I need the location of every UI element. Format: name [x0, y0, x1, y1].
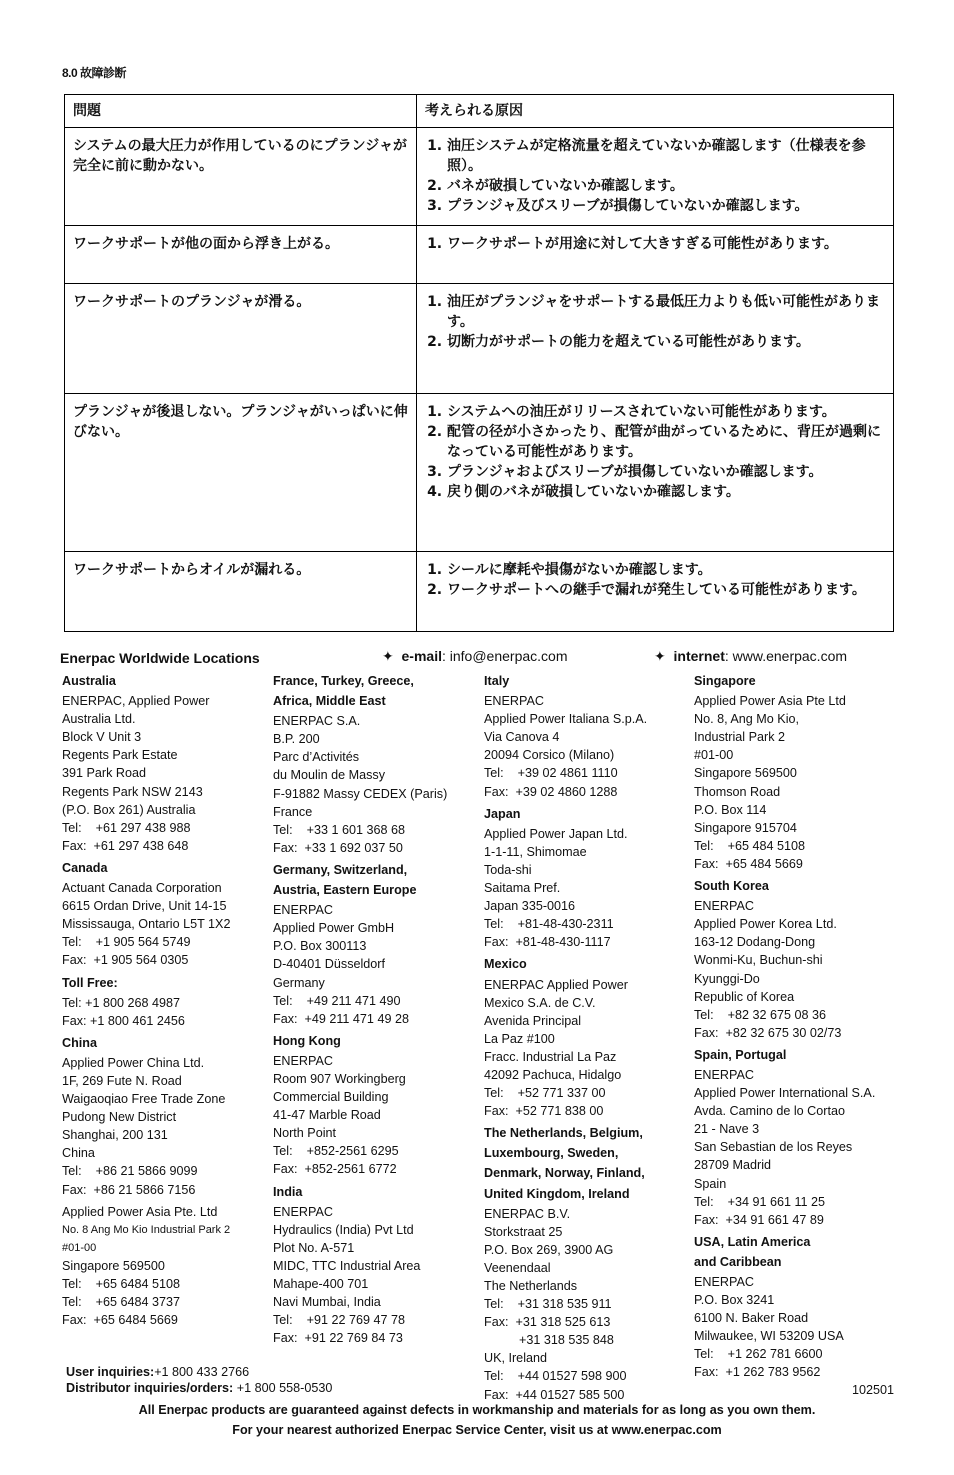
- locations-column-1: [62, 672, 262, 1331]
- cause-item: 4. 戻り側のバネが破損していないか確認します。: [447, 482, 885, 502]
- cause-item: 2. バネが破損していないか確認します。: [447, 176, 885, 196]
- address-line: Fax: +852-2561 6772: [273, 1162, 397, 1177]
- cause-item: 1. シールに摩耗や損傷がないか確認します。: [447, 560, 885, 580]
- address-line: 6100 N. Baker Road: [694, 1311, 809, 1326]
- address-line: Australia Ltd.: [62, 712, 136, 727]
- address-line: Tel: +52 771 337 00: [484, 1086, 606, 1101]
- address-line: Applied Power Asia Pte Ltd: [694, 694, 846, 709]
- cause-cell: [417, 128, 894, 226]
- address-line: Saitama Pref.: [484, 881, 561, 896]
- location-region-name: Toll Free:: [62, 975, 118, 990]
- address-line: La Paz #100: [484, 1031, 555, 1046]
- troubleshooting-table: [64, 94, 894, 632]
- problem-cell: システムの最大圧力が作用しているのにプランジャが完全に前に動かない。: [65, 128, 417, 226]
- address-line: Via Canova 4: [484, 730, 560, 745]
- address-line: Avda. Camino de lo Cortao: [694, 1104, 845, 1119]
- address-line: UK, Ireland: [484, 1351, 547, 1366]
- address-line: ENERPAC: [273, 1204, 333, 1219]
- address-line: ENERPAC: [694, 899, 754, 914]
- address-line: #01-00: [62, 1241, 97, 1254]
- cause-item: 3. プランジャ及びスリーブが損傷していないか確認します。: [447, 196, 885, 216]
- location-region-name: United Kingdom, Ireland: [484, 1186, 630, 1201]
- location-entry: [694, 877, 894, 1042]
- address-line: Fax: +61 297 438 648: [62, 838, 189, 853]
- location-region-name: The Netherlands, Belgium,: [484, 1126, 643, 1141]
- location-entry: [62, 859, 262, 970]
- address-line: Applied Power Asia Pte. Ltd: [62, 1204, 218, 1219]
- address-line: No. 8, Ang Mo Kio,: [694, 712, 800, 727]
- distributor-inquiries-phone: +1 800 558-0530: [233, 1381, 333, 1395]
- address-line: Singapore 569500: [694, 766, 797, 781]
- location-region-name: USA, Latin America: [694, 1234, 811, 1249]
- location-region-name: and Caribbean: [694, 1254, 782, 1269]
- address-line: Applied Power Japan Ltd.: [484, 826, 628, 841]
- address-line: Kyunggi-Do: [694, 971, 760, 986]
- table-row: [65, 226, 894, 284]
- distributor-inquiries-label: Distributor inquiries/orders:: [66, 1381, 234, 1395]
- address-line: Fax: +65 484 5669: [694, 856, 803, 871]
- user-inquiries-label: User inquiries:: [66, 1365, 155, 1379]
- address-line: ENERPAC, Applied Power: [62, 694, 210, 709]
- section-title: 8.0 故障診断: [62, 66, 127, 80]
- location-entry: [62, 672, 262, 855]
- address-line: Fax: +49 211 471 49 28: [273, 1011, 409, 1026]
- address-line: Fax: +34 91 661 47 89: [694, 1212, 824, 1227]
- document-number: 102501: [852, 1383, 895, 1397]
- location-region-name: Japan: [484, 806, 521, 821]
- address-line: Actuant Canada Corporation: [62, 881, 222, 896]
- location-entry: [484, 1124, 684, 1403]
- address-line: Japan 335-0016: [484, 899, 576, 914]
- cause-item: 2. 配管の径が小さかったり、配管が曲がっているために、背圧が過剰になっている可能性があります。: [447, 422, 885, 462]
- address-line: Mexico S.A. de C.V.: [484, 995, 596, 1010]
- address-line: Tel: +852-2561 6295: [273, 1144, 399, 1159]
- cause-cell: [417, 226, 894, 284]
- address-line: Tel: +1 800 268 4987: [62, 995, 180, 1010]
- address-line: Navi Mumbai, India: [273, 1295, 381, 1310]
- address-line: Singapore 915704: [694, 820, 797, 835]
- inquiries: [66, 1364, 332, 1396]
- address-line: ENERPAC: [484, 694, 544, 709]
- cause-list: [425, 136, 885, 216]
- star-icon: ✦: [654, 648, 666, 664]
- cause-item: 1. ワークサポートが用途に対して大きすぎる可能性があります。: [447, 234, 885, 254]
- problem-cell: ワークサポートからオイルが漏れる。: [65, 552, 417, 632]
- address-line: ENERPAC: [273, 1053, 333, 1068]
- address-line: 163-12 Dodang-Dong: [694, 935, 816, 950]
- location-region-name: China: [62, 1035, 97, 1050]
- address-line: Fax: +31 318 525 613: [484, 1315, 611, 1330]
- address-line: Tel: +49 211 471 490: [273, 993, 401, 1008]
- header-problem: 問題: [65, 95, 417, 128]
- address-line: ENERPAC S.A.: [273, 714, 361, 729]
- address-line: 28709 Madrid: [694, 1158, 772, 1173]
- address-line: Avenida Principal: [484, 1013, 582, 1028]
- address-line: Applied Power China Ltd.: [62, 1055, 205, 1070]
- address-line: Fax: +1 905 564 0305: [62, 953, 189, 968]
- address-line: Pudong New District: [62, 1110, 177, 1125]
- location-region-name: Australia: [62, 674, 116, 688]
- address-line: Fax: +91 22 769 84 73: [273, 1331, 403, 1346]
- location-region-name: Italy: [484, 674, 510, 688]
- address-line: Regents Park NSW 2143: [62, 784, 203, 799]
- location-entry: [273, 672, 473, 857]
- address-line: Regents Park Estate: [62, 748, 178, 763]
- address-line: Room 907 Workingberg: [273, 1071, 406, 1086]
- address-line: #01-00: [694, 748, 734, 763]
- address-line: Block V Unit 3: [62, 730, 142, 745]
- address-line: North Point: [273, 1126, 336, 1141]
- locations-header: [60, 648, 894, 668]
- address-line: Applied Power GmbH: [273, 921, 395, 936]
- location-entry: [484, 805, 684, 952]
- table-row: [65, 394, 894, 552]
- address-line: (P.O. Box 261) Australia: [62, 802, 196, 817]
- address-line: Fax: +1 262 783 9562: [694, 1365, 821, 1380]
- locations-title: Enerpac Worldwide Locations: [60, 650, 260, 666]
- header-cause: 考えられる原因: [417, 95, 894, 128]
- guarantee-line-1: All Enerpac products are guaranteed against defects in workmanship and materials for as long as you own them.: [138, 1403, 816, 1417]
- location-region-name: Singapore: [694, 674, 756, 688]
- cause-item: 2. 切断力がサポートの能力を超えている可能性があります。: [447, 332, 885, 352]
- location-entry: [273, 1032, 473, 1179]
- cause-item: 2. ワークサポートへの継手で漏れが発生している可能性があります。: [447, 580, 885, 600]
- cause-item: 1. 油圧がプランジャをサポートする最低圧力よりも低い可能性があります。: [447, 292, 885, 332]
- location-entry: [694, 1233, 894, 1382]
- address-line: Thomson Road: [694, 784, 781, 799]
- address-line: Tel: +1 262 781 6600: [694, 1347, 823, 1362]
- address-line: Applied Power Korea Ltd.: [694, 917, 837, 932]
- address-line: ENERPAC: [273, 903, 333, 918]
- locations-column-2: [273, 672, 473, 1349]
- address-line: 391 Park Road: [62, 766, 147, 781]
- address-line: Industrial Park 2: [694, 730, 785, 745]
- locations-column-3: [484, 672, 684, 1406]
- location-region-name: Africa, Middle East: [273, 694, 386, 709]
- address-line: ENERPAC: [694, 1275, 754, 1289]
- address-line: Fracc. Industrial La Paz: [484, 1049, 617, 1064]
- internet-value[interactable]: : www.enerpac.com: [724, 648, 848, 664]
- star-icon: ✦: [382, 648, 394, 664]
- address-line: Storkstraat 25: [484, 1224, 563, 1239]
- location-region-name: Austria, Eastern Europe: [273, 883, 417, 898]
- address-line: 21 - Nave 3: [694, 1122, 760, 1137]
- location-region-name: Hong Kong: [273, 1033, 341, 1048]
- address-line: Applied Power International S.A.: [694, 1086, 876, 1101]
- address-line: B.P. 200: [273, 732, 320, 747]
- location-entry: [484, 672, 684, 801]
- address-line: Hydraulics (India) Pvt Ltd: [273, 1222, 414, 1237]
- email-value[interactable]: : info@enerpac.com: [441, 648, 568, 664]
- cause-cell: [417, 394, 894, 552]
- address-line: Commercial Building: [273, 1090, 389, 1105]
- address-line: ENERPAC: [694, 1067, 754, 1082]
- address-line: Spain: [694, 1176, 727, 1191]
- location-region-name: Mexico: [484, 957, 527, 972]
- address-line: Tel: +81-48-430-2311: [484, 917, 614, 932]
- address-line: Tel: +34 91 661 11 25: [694, 1194, 826, 1209]
- address-line: D-40401 Düsseldorf: [273, 957, 386, 972]
- location-entry: [694, 672, 894, 873]
- cause-item: 1. システムへの油圧がリリースされていない可能性があります。: [447, 402, 885, 422]
- problem-cell: プランジャが後退しない。プランジャがいっぱいに伸びない。: [65, 394, 417, 552]
- location-entry: [62, 1203, 262, 1330]
- address-line: 6615 Ordan Drive, Unit 14-15: [62, 899, 227, 914]
- cause-item: 1. 油圧システムが定格流量を超えていないか確認します（仕様表を参照）。: [447, 136, 885, 176]
- address-line: +31 318 535 848: [484, 1333, 614, 1348]
- address-line: du Moulin de Massy: [273, 768, 385, 783]
- cause-list: [425, 402, 885, 502]
- location-region-name: India: [273, 1184, 303, 1199]
- address-line: Tel: +65 6484 3737: [62, 1295, 180, 1310]
- address-line: Mississauga, Ontario L5T 1X2: [62, 917, 231, 932]
- table-row: [65, 284, 894, 394]
- address-line: Fax: +82 32 675 30 02/73: [694, 1025, 842, 1040]
- address-line: The Netherlands: [484, 1279, 578, 1293]
- address-line: Tel: +65 6484 5108: [62, 1277, 180, 1291]
- address-line: No. 8 Ang Mo Kio Industrial Park 2: [62, 1223, 231, 1236]
- address-line: Toda-shi: [484, 862, 532, 877]
- email-label: e-mail: [401, 648, 442, 664]
- internet-info: [654, 648, 847, 665]
- location-region-name: Luxembourg, Sweden,: [484, 1146, 619, 1161]
- address-line: Tel: +33 1 601 368 68: [273, 822, 405, 837]
- address-line: Mahape-400 701: [273, 1277, 369, 1291]
- locations-column-4: [694, 672, 894, 1384]
- address-line: Tel: +82 32 675 08 36: [694, 1007, 826, 1022]
- address-line: 41-47 Marble Road: [273, 1108, 381, 1123]
- table-row: [65, 128, 894, 226]
- address-line: Milwaukee, WI 53209 USA: [694, 1329, 844, 1344]
- location-region-name: France, Turkey, Greece,: [273, 674, 414, 688]
- address-line: Fax: +81-48-430-1117: [484, 935, 611, 950]
- cause-cell: [417, 284, 894, 394]
- address-line: 1-1-11, Shimomae: [484, 844, 587, 859]
- address-line: Waigaoqiao Free Trade Zone: [62, 1092, 226, 1107]
- address-line: Tel: +31 318 535 911: [484, 1297, 612, 1312]
- location-region-name: Germany, Switzerland,: [273, 862, 408, 877]
- address-line: 1F, 269 Fute N. Road: [62, 1073, 182, 1088]
- location-entry: [62, 974, 262, 1030]
- cause-list: [425, 234, 885, 254]
- address-line: 42092 Pachuca, Hidalgo: [484, 1067, 622, 1082]
- cause-list: [425, 292, 885, 352]
- location-region-name: Spain, Portugal: [694, 1047, 787, 1062]
- location-entry: [273, 861, 473, 1028]
- address-line: Fax: +52 771 838 00: [484, 1104, 604, 1119]
- address-line: P.O. Box 300113: [273, 939, 367, 954]
- location-entry: [62, 1034, 262, 1199]
- cause-list: [425, 560, 885, 600]
- internet-label: internet: [673, 648, 725, 664]
- problem-cell: ワークサポートのプランジャが滑る。: [65, 284, 417, 394]
- address-line: Fax: +65 6484 5669: [62, 1313, 178, 1328]
- address-line: Wonmi-Ku, Buchun-shi: [694, 953, 823, 968]
- address-line: Plot No. A-571: [273, 1240, 355, 1255]
- address-line: Applied Power Italiana S.p.A.: [484, 712, 648, 727]
- address-line: 20094 Corsico (Milano): [484, 748, 615, 763]
- address-line: Republic of Korea: [694, 989, 795, 1004]
- cause-cell: [417, 552, 894, 632]
- address-line: F-91882 Massy CEDEX (Paris): [273, 786, 448, 801]
- address-line: France: [273, 804, 313, 819]
- address-line: Fax: +1 800 461 2456: [62, 1013, 185, 1028]
- address-line: Fax: +44 01527 585 500: [484, 1387, 625, 1402]
- address-line: Veenendaal: [484, 1260, 551, 1275]
- address-line: Tel: +1 905 564 5749: [62, 935, 191, 950]
- address-line: Germany: [273, 975, 325, 990]
- address-line: Shanghai, 200 131: [62, 1128, 168, 1143]
- table-row: [65, 552, 894, 632]
- address-line: Fax: +39 02 4860 1288: [484, 784, 618, 799]
- guarantee-footer: [0, 1400, 954, 1440]
- address-line: Parc d’Activités: [273, 750, 360, 765]
- address-line: Tel: +44 01527 598 900: [484, 1369, 627, 1384]
- address-line: MIDC, TTC Industrial Area: [273, 1258, 421, 1273]
- cause-item: 3. プランジャおよびスリーブが損傷していないか確認します。: [447, 462, 885, 482]
- location-region-name: Denmark, Norway, Finland,: [484, 1166, 645, 1181]
- address-line: San Sebastian de los Reyes: [694, 1140, 853, 1155]
- address-line: Singapore 569500: [62, 1258, 165, 1273]
- location-region-name: South Korea: [694, 879, 769, 894]
- address-line: Tel: +65 484 5108: [694, 838, 805, 853]
- email-info: [382, 648, 567, 665]
- address-line: Tel: +86 21 5866 9099: [62, 1164, 198, 1179]
- location-entry: [484, 955, 684, 1120]
- problem-cell: ワークサポートが他の面から浮き上がる。: [65, 226, 417, 284]
- address-line: Tel: +39 02 4861 1110: [484, 766, 618, 781]
- location-region-name: Canada: [62, 860, 108, 875]
- address-line: Fax: +33 1 692 037 50: [273, 840, 403, 855]
- location-entry: [273, 1183, 473, 1348]
- troubleshooting-table-body: [65, 128, 894, 632]
- address-line: China: [62, 1146, 95, 1161]
- address-line: Fax: +86 21 5866 7156: [62, 1182, 196, 1197]
- guarantee-line-2: For your nearest authorized Enerpac Service Center, visit us at www.enerpac.com: [232, 1423, 722, 1437]
- address-line: Tel: +91 22 769 47 78: [273, 1313, 405, 1328]
- address-line: Tel: +61 297 438 988: [62, 820, 191, 835]
- address-line: P.O. Box 269, 3900 AG: [484, 1242, 614, 1257]
- address-line: ENERPAC Applied Power: [484, 977, 628, 992]
- address-line: P.O. Box 3241: [694, 1293, 775, 1308]
- user-inquiries-phone: +1 800 433 2766: [154, 1365, 250, 1379]
- address-line: P.O. Box 114: [694, 802, 767, 817]
- location-entry: [694, 1046, 894, 1229]
- address-line: ENERPAC B.V.: [484, 1206, 571, 1221]
